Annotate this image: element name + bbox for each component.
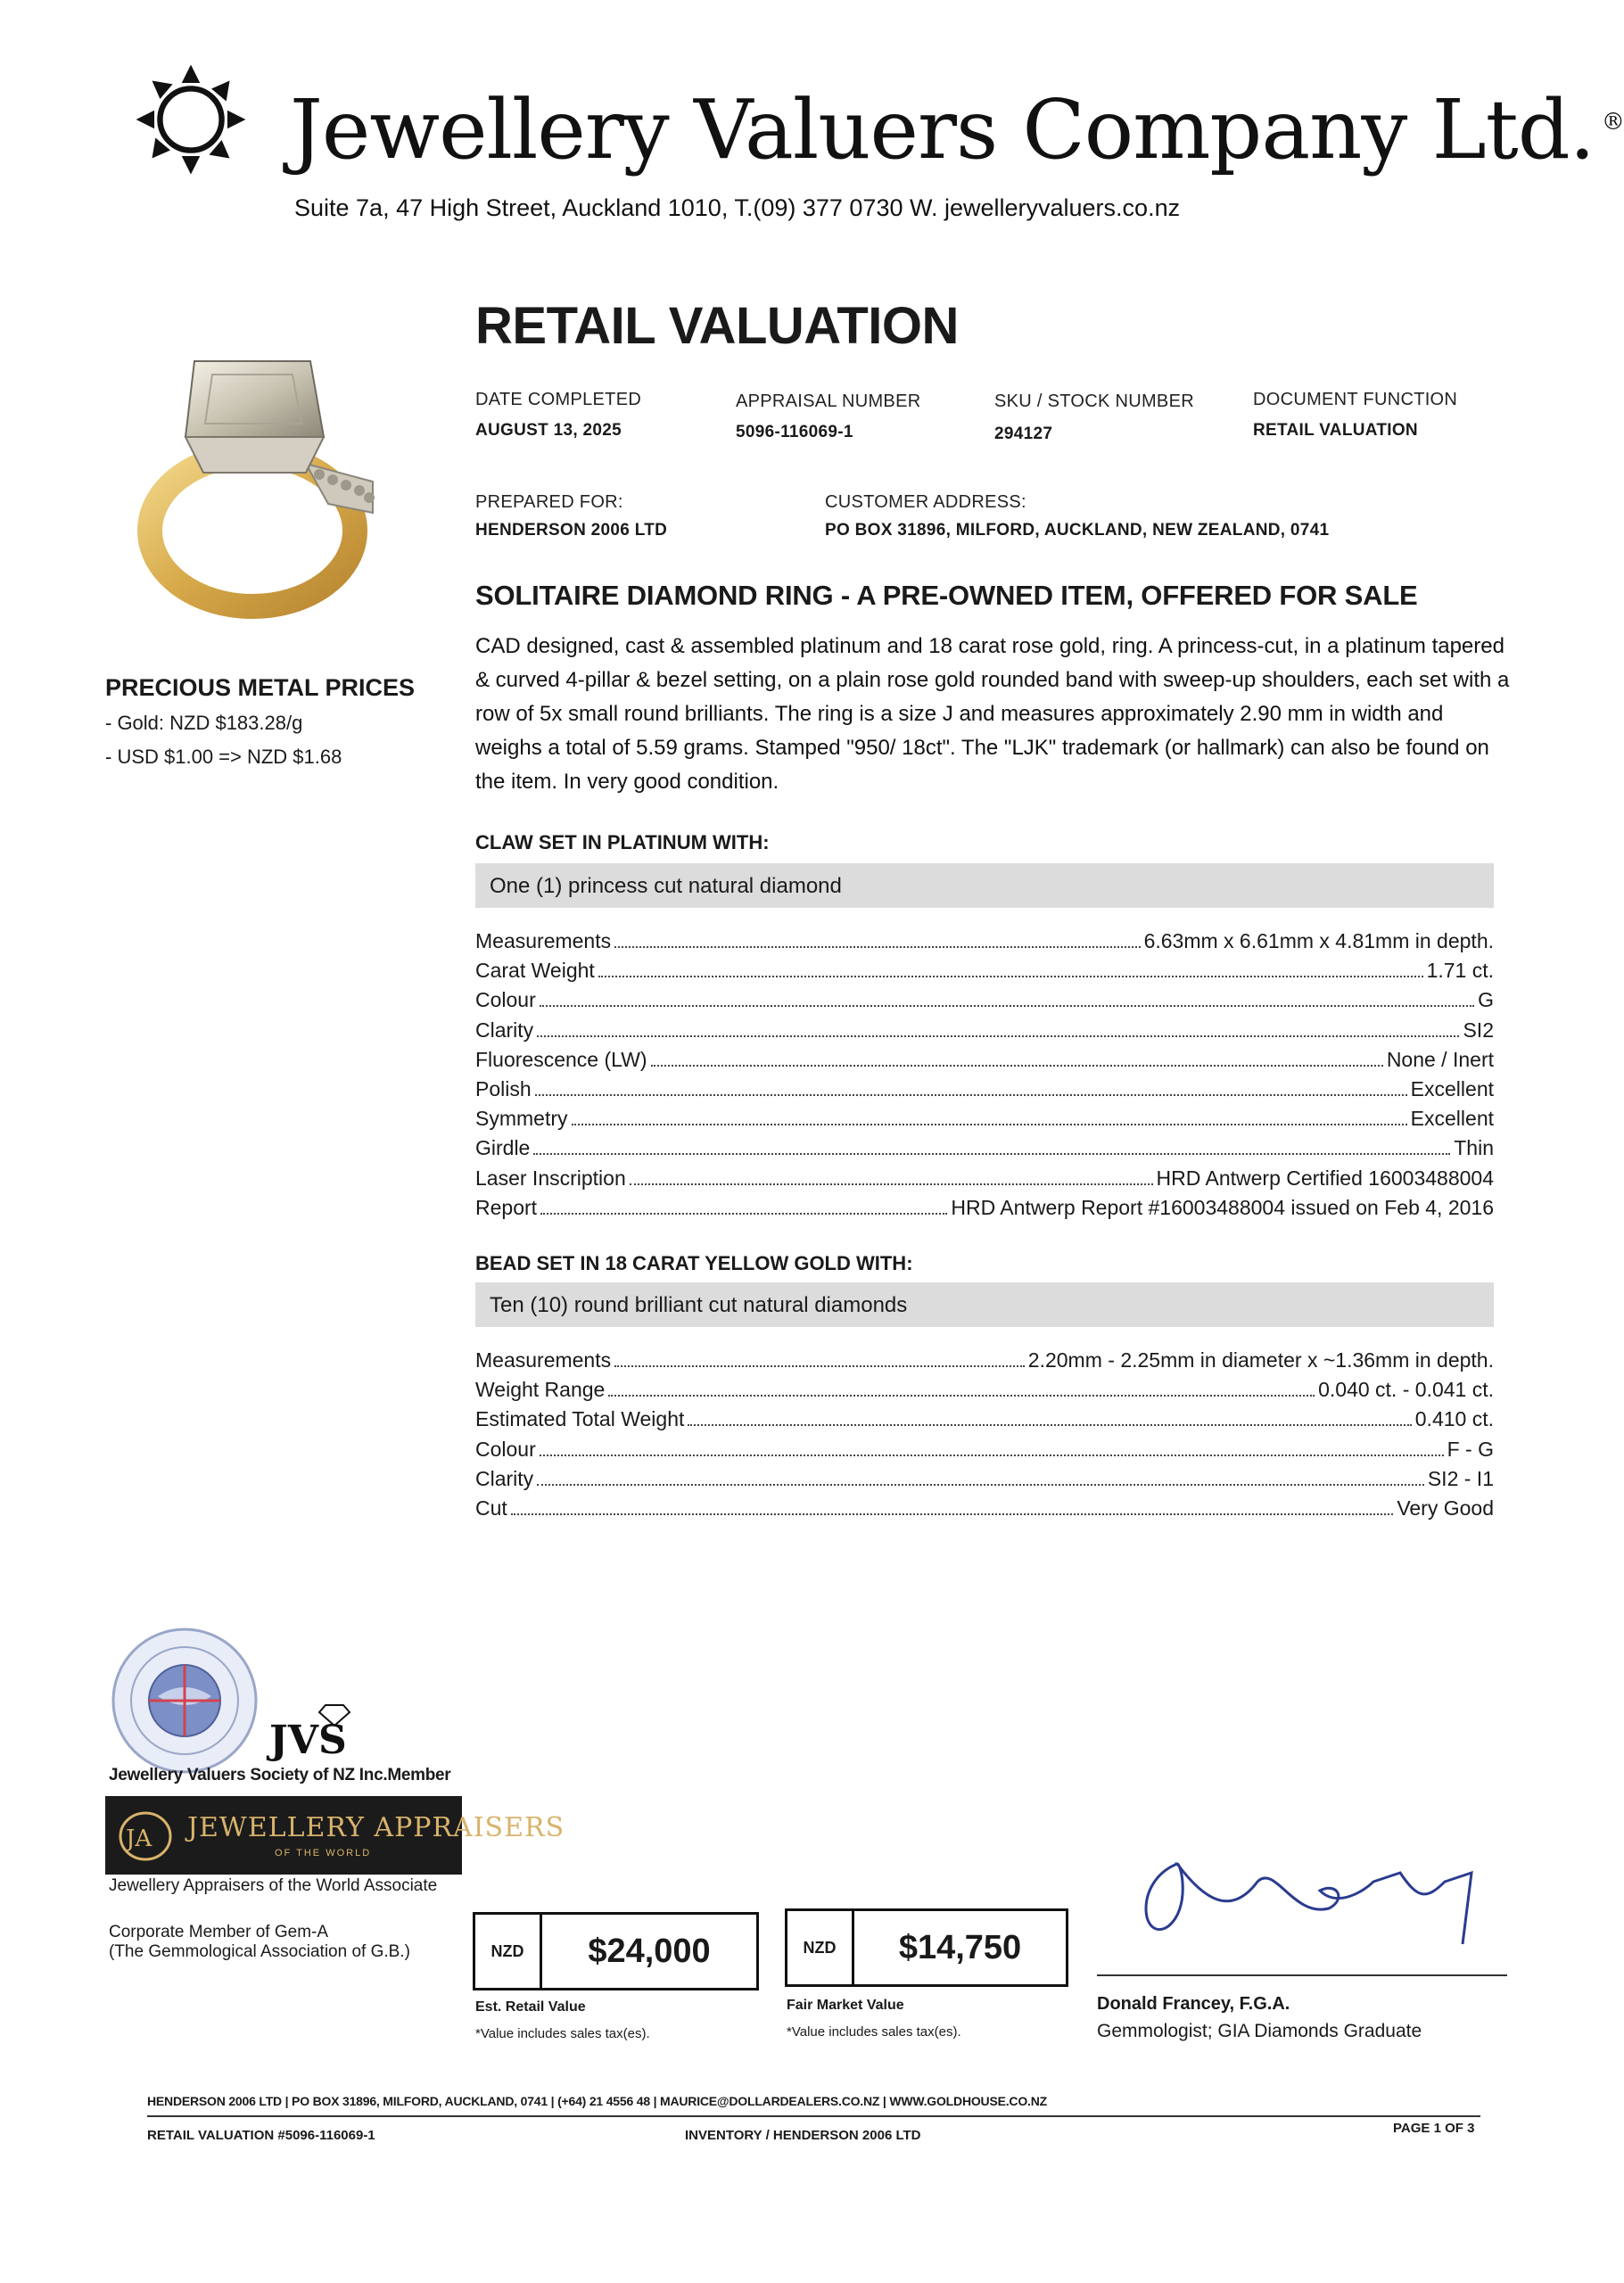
spec-label: Colour: [475, 988, 536, 1012]
fair-market-value-note: *Value includes sales tax(es).: [787, 2024, 961, 2040]
spec-row: [475, 924, 1494, 953]
spec-row: [475, 1131, 1494, 1160]
spec-value: Thin: [1454, 1136, 1494, 1160]
signatory-title: Gemmologist; GIA Diamonds Graduate: [1097, 2021, 1422, 2041]
jvs-seal-icon: [109, 1625, 260, 1776]
jvs-logo: [268, 1703, 401, 1763]
item-description: CAD designed, cast & assembled platinum and 18 carat rose gold, ring. A princess-cut, in a platinum tapered & curved 4-pillar & bezel setting, on a plain rose gold rounded band with sweep-up shoulders, each set with a row of 5x small round brilliants. The ring is a size J and measures approximately 2.90 mm in width and weighs a total of 5.59 grams. Stamped "950/ 18ct". The "LJK" trademark (or hallmark) can also be found on the item. In very good condition.: [475, 634, 1510, 794]
meta-label-function: DOCUMENT FUNCTION: [1253, 390, 1458, 409]
spec-value: Excellent: [1410, 1107, 1494, 1131]
metal-prices-title: PRECIOUS METAL PRICES: [105, 674, 416, 701]
dot-leader: [511, 1513, 1394, 1515]
signature-line: [1097, 1974, 1507, 1976]
spec-value: HRD Antwerp Report #16003488004 issued on Feb 4, 2016: [951, 1195, 1494, 1219]
spec-row: [475, 1462, 1494, 1491]
meta-label-appraisal: APPRAISAL NUMBER: [736, 391, 921, 411]
section2-stone-text: Ten (10) round brilliant cut natural diamonds: [490, 1293, 908, 1317]
spec-label: Measurements: [475, 929, 612, 952]
footer-left: RETAIL VALUATION #5096-116069-1: [147, 2128, 375, 2143]
spec-label: Colour: [475, 1437, 536, 1461]
spec-value: Excellent: [1410, 1077, 1494, 1100]
spec-value: 0.040 ct. - 0.041 ct.: [1318, 1378, 1494, 1402]
spec-label: Cut: [475, 1496, 507, 1520]
spec-row: [475, 1372, 1494, 1402]
prepared-for-label: PREPARED FOR:: [475, 492, 623, 512]
section1-title: CLAW SET IN PLATINUM WITH:: [475, 831, 770, 853]
spec-value: SI2: [1463, 1018, 1494, 1042]
spec-row: [475, 953, 1494, 983]
footer-contact: HENDERSON 2006 LTD | PO BOX 31896, MILFORD, AUCKLAND, 0741 | (+64) 21 4556 48 | MAURICE@DOLLARDEALERS.CO.NZ | WWW.GOLDHOUSE.CO.NZ: [147, 2094, 1047, 2108]
prepared-for-value: HENDERSON 2006 LTD: [475, 521, 668, 540]
retail-amount: $24,000: [588, 1932, 711, 1970]
footer-page-number: PAGE 1 OF 3: [1393, 2121, 1475, 2136]
company-name: Jewellery Valuers Company Ltd. ®: [290, 82, 1624, 177]
spec-value: None / Inert: [1386, 1047, 1494, 1071]
spec-label: Fluorescence (LW): [475, 1047, 647, 1071]
spec-label: Carat Weight: [475, 959, 595, 983]
meta-value-function: RETAIL VALUATION: [1253, 421, 1418, 440]
spec-row: [475, 1191, 1494, 1220]
spec-value: HRD Antwerp Certified 16003488004: [1156, 1166, 1494, 1190]
svg-text:JVS: JVS: [269, 1718, 347, 1763]
jewellery-appraisers-logo: [105, 1796, 565, 1875]
spec-value: 1.71 ct.: [1426, 959, 1494, 983]
section1-stone-bar: [475, 863, 1494, 908]
spec-value: SI2 - I1: [1427, 1466, 1494, 1490]
dot-leader: [533, 1153, 1450, 1155]
ja-emblem-icon: [118, 1810, 173, 1862]
spec-label: Weight Range: [475, 1378, 606, 1402]
section2-stone-bar: [475, 1282, 1494, 1327]
usd-rate: - USD $1.00 => NZD $1.68: [105, 746, 342, 768]
dot-leader: [540, 1005, 1474, 1007]
company-address: Suite 7a, 47 High Street, Auckland 1010, T.(09) 377 0730 W. jewelleryvaluers.co.nz: [294, 194, 1181, 221]
corporate-line-2: (The Gemmological Association of G.B.): [109, 1942, 410, 1961]
spec-value: 6.63mm x 6.61mm x 4.81mm in depth.: [1143, 929, 1494, 952]
spec-label: Girdle: [475, 1136, 531, 1160]
corporate-line-1: Corporate Member of Gem-A: [109, 1923, 329, 1941]
document-title: RETAIL VALUATION: [475, 297, 959, 355]
dot-leader: [598, 976, 1423, 977]
spec-row: [475, 1101, 1494, 1131]
meta-value-date: AUGUST 13, 2025: [475, 421, 622, 440]
dot-leader: [540, 1213, 947, 1215]
signatory-name: Donald Francey, F.G.A.: [1097, 1994, 1290, 2014]
spec-label: Report: [475, 1195, 538, 1219]
spec-row: [475, 1043, 1494, 1072]
spec-label: Measurements: [475, 1348, 612, 1372]
fair-market-value-label: Fair Market Value: [787, 1998, 904, 2013]
dot-leader: [630, 1183, 1153, 1185]
dot-leader: [540, 1455, 1444, 1456]
spec-label: Symmetry: [475, 1107, 568, 1131]
retail-currency: NZD: [475, 1915, 542, 1988]
spec-row: [475, 1072, 1494, 1101]
jvs-member-text: Jewellery Valuers Society of NZ Inc.Member: [109, 1766, 451, 1784]
spec-row: [475, 1491, 1494, 1521]
footer-divider: [147, 2115, 1480, 2117]
spec-row: [475, 1402, 1494, 1431]
fair-market-currency: NZD: [787, 1911, 854, 1984]
signature: [1124, 1846, 1507, 1962]
dot-leader: [614, 946, 1140, 948]
spec-label: Polish: [475, 1077, 532, 1100]
meta-label-sku: SKU / STOCK NUMBER: [994, 391, 1194, 411]
spec-row: [475, 1013, 1494, 1043]
spec-value: 2.20mm - 2.25mm in diameter x ~1.36mm in depth.: [1027, 1348, 1494, 1372]
spec-row: [475, 1432, 1494, 1462]
customer-address-value: PO BOX 31896, MILFORD, AUCKLAND, NEW ZEALAND, 0741: [825, 521, 1330, 540]
footer-center: INVENTORY / HENDERSON 2006 LTD: [685, 2128, 921, 2143]
spec-value: G: [1478, 988, 1494, 1012]
section1-stone-text: One (1) princess cut natural diamond: [490, 874, 842, 898]
meta-value-sku: 294127: [994, 424, 1053, 443]
spec-label: Estimated Total Weight: [475, 1407, 685, 1431]
spec-row: [475, 1161, 1494, 1191]
ring-photo: [105, 339, 400, 633]
section2-title: BEAD SET IN 18 CARAT YELLOW GOLD WITH:: [475, 1252, 913, 1274]
spec-value: Very Good: [1397, 1496, 1494, 1520]
dot-leader: [688, 1424, 1411, 1426]
item-title: SOLITAIRE DIAMOND RING - A PRE-OWNED ITEM, OFFERED FOR SALE: [475, 580, 1418, 611]
dot-leader: [651, 1065, 1383, 1067]
retail-value-label: Est. Retail Value: [475, 1999, 586, 2015]
customer-address-label: CUSTOMER ADDRESS:: [825, 492, 1026, 512]
dot-leader: [572, 1124, 1407, 1125]
ja-associate-text: Jewellery Appraisers of the World Associate: [109, 1876, 438, 1895]
meta-value-appraisal: 5096-116069-1: [736, 423, 853, 441]
spec-value: F - G: [1447, 1437, 1494, 1461]
fair-market-amount: $14,750: [898, 1928, 1022, 1966]
company-logo-icon: [134, 62, 248, 177]
spec-label: Clarity: [475, 1018, 534, 1042]
retail-value-box: [473, 1912, 759, 1990]
svg-text:JA: JA: [126, 1826, 153, 1852]
meta-label-date: DATE COMPLETED: [475, 390, 642, 409]
spec-label: Clarity: [475, 1466, 534, 1490]
ja-logo-subtitle: OF THE WORLD: [275, 1848, 372, 1859]
spec-value: 0.410 ct.: [1414, 1407, 1494, 1431]
ja-logo-title: JEWELLERY APPRAISERS: [187, 1812, 565, 1843]
spec-row: [475, 983, 1494, 1012]
dot-leader: [535, 1094, 1407, 1096]
dot-leader: [608, 1395, 1315, 1397]
dot-leader: [537, 1035, 1459, 1037]
retail-value-note: *Value includes sales tax(es).: [475, 2026, 650, 2041]
dot-leader: [537, 1484, 1424, 1486]
dot-leader: [614, 1365, 1025, 1367]
corporate-member-text: [109, 1923, 410, 1962]
fair-market-value-box: [785, 1908, 1068, 1987]
gold-price: - Gold: NZD $183.28/g: [105, 712, 303, 734]
spec-label: Laser Inscription: [475, 1166, 626, 1190]
spec-row: [475, 1343, 1494, 1372]
